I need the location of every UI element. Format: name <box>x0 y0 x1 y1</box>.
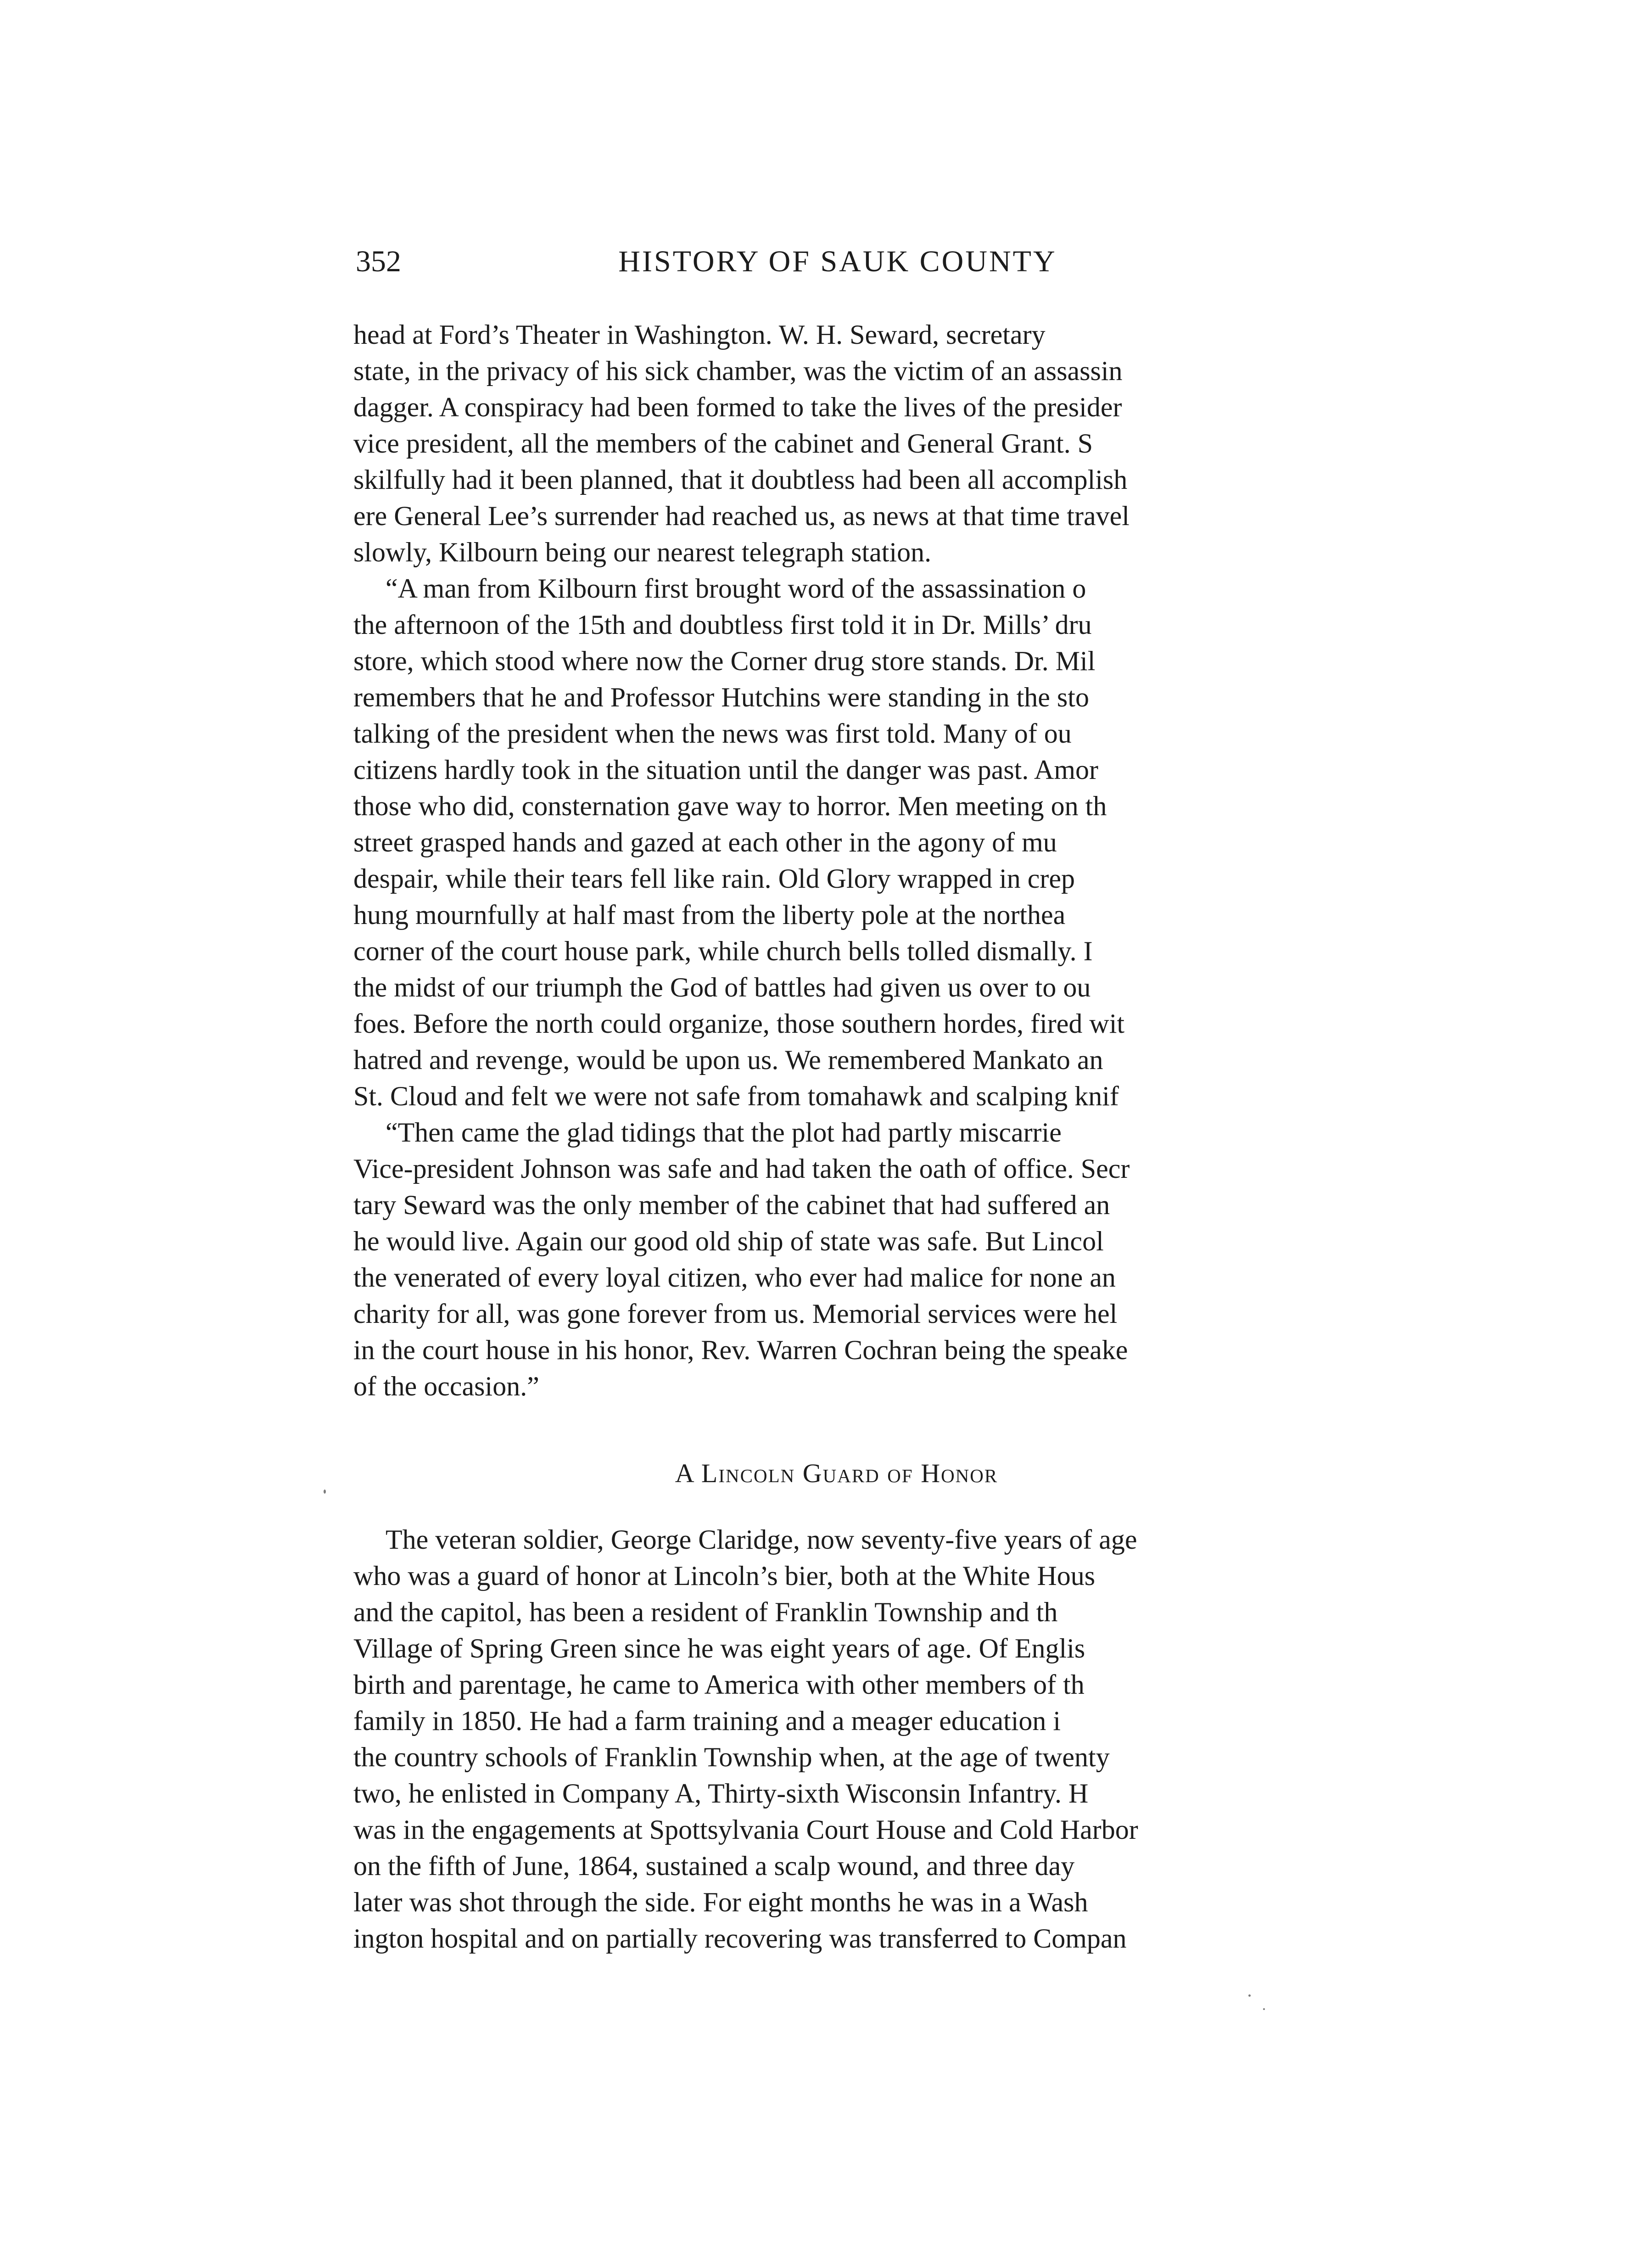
text-line: street grasped hands and gazed at each other in the agony of mu <box>353 827 1057 857</box>
text-line: charity for all, was gone forever from us. Memorial services were hel <box>353 1299 1118 1329</box>
text-line: birth and parentage, he came to America with other members of th <box>353 1669 1085 1700</box>
text-line: vice president, all the members of the cabinet and General Grant. S <box>353 428 1093 459</box>
text-line: foes. Before the north could organize, those southern hordes, fired wit <box>353 1008 1125 1039</box>
scan-speck <box>1248 1994 1251 1997</box>
text-line: later was shot through the side. For eight months he was in a Wash <box>353 1887 1088 1917</box>
scan-speck <box>1263 2008 1265 2010</box>
text-line: who was a guard of honor at Lincoln’s bier, both at the White Hous <box>353 1561 1096 1591</box>
scan-speck <box>324 1490 326 1494</box>
text-line: slowly, Kilbourn being our nearest telegraph station. <box>353 537 932 567</box>
text-line: dagger. A conspiracy had been formed to take the lives of the presider <box>353 392 1122 422</box>
text-line: skilfully had it been planned, that it doubtless had been all accomplish <box>353 465 1128 495</box>
text-line: of the occasion.” <box>353 1371 539 1401</box>
paragraph <box>353 1522 1320 1957</box>
text-line: those who did, consternation gave way to horror. Men meeting on th <box>353 791 1107 821</box>
paragraph <box>353 1114 1320 1405</box>
text-line: the afternoon of the 15th and doubtless first told it in Dr. Mills’ dru <box>353 610 1092 640</box>
running-head <box>356 241 1320 282</box>
text-line: was in the engagements at Spottsylvania Court House and Cold Harbor <box>353 1814 1138 1845</box>
text-line: “Then came the glad tidings that the plot had partly miscarrie <box>386 1117 1062 1148</box>
text-line: remembers that he and Professor Hutchins were standing in the sto <box>353 682 1089 712</box>
text-line: ere General Lee’s surrender had reached us, as news at that time travel <box>353 501 1130 531</box>
text-line: family in 1850. He had a farm training and a meager education i <box>353 1706 1061 1736</box>
text-line: the venerated of every loyal citizen, who ever had malice for none an <box>353 1262 1116 1293</box>
text-line: he would live. Again our good old ship of state was safe. But Lincol <box>353 1226 1104 1256</box>
text-line: head at Ford’s Theater in Washington. W. H. Seward, secretary <box>353 319 1046 350</box>
text-line: hung mournfully at half mast from the liberty pole at the northea <box>353 900 1066 930</box>
text-line: the country schools of Franklin Township when, at the age of twenty <box>353 1742 1110 1772</box>
text-line: ington hospital and on partially recovering was transferred to Compan <box>353 1923 1127 1954</box>
text-line: on the fifth of June, 1864, sustained a scalp wound, and three day <box>353 1851 1075 1881</box>
text-line: in the court house in his honor, Rev. Warren Cochran being the speake <box>353 1335 1128 1365</box>
text-line: talking of the president when the news was first told. Many of ou <box>353 718 1072 749</box>
text-line: St. Cloud and felt we were not safe from tomahawk and scalping knif <box>353 1081 1119 1111</box>
body-text-lower <box>353 1522 1320 1957</box>
text-line: corner of the court house park, while church bells tolled dismally. I <box>353 936 1093 966</box>
text-line: Village of Spring Green since he was eight years of age. Of Englis <box>353 1633 1085 1663</box>
paragraph <box>353 571 1320 1114</box>
text-line: citizens hardly took in the situation until the danger was past. Amor <box>353 755 1099 785</box>
text-line: The veteran soldier, George Claridge, now seventy-five years of age <box>386 1524 1137 1555</box>
text-line: store, which stood where now the Corner drug store stands. Dr. Mil <box>353 646 1096 676</box>
running-head-title: HISTORY OF SAUK COUNTY <box>618 245 1057 278</box>
section-heading: A Lincoln Guard of Honor <box>675 1458 998 1488</box>
text-line: “A man from Kilbourn first brought word of the assassination o <box>386 573 1086 604</box>
text-line: two, he enlisted in Company A, Thirty-sixth Wisconsin Infantry. H <box>353 1778 1089 1809</box>
text-line: Vice-president Johnson was safe and had taken the oath of office. Secr <box>353 1154 1130 1184</box>
body-text-upper <box>353 317 1320 1405</box>
text-line: tary Seward was the only member of the cabinet that had suffered an <box>353 1190 1110 1220</box>
text-line: the midst of our triumph the God of battles had given us over to ou <box>353 972 1091 1002</box>
text-line: and the capitol, has been a resident of Franklin Township and th <box>353 1597 1058 1627</box>
text-line: hatred and revenge, would be upon us. We remembered Mankato an <box>353 1045 1103 1075</box>
text-line: state, in the privacy of his sick chamber, was the victim of an assassin <box>353 356 1123 386</box>
text-line: despair, while their tears fell like rain. Old Glory wrapped in crep <box>353 863 1075 894</box>
paragraph <box>353 317 1320 571</box>
page-number: 352 <box>356 245 401 278</box>
